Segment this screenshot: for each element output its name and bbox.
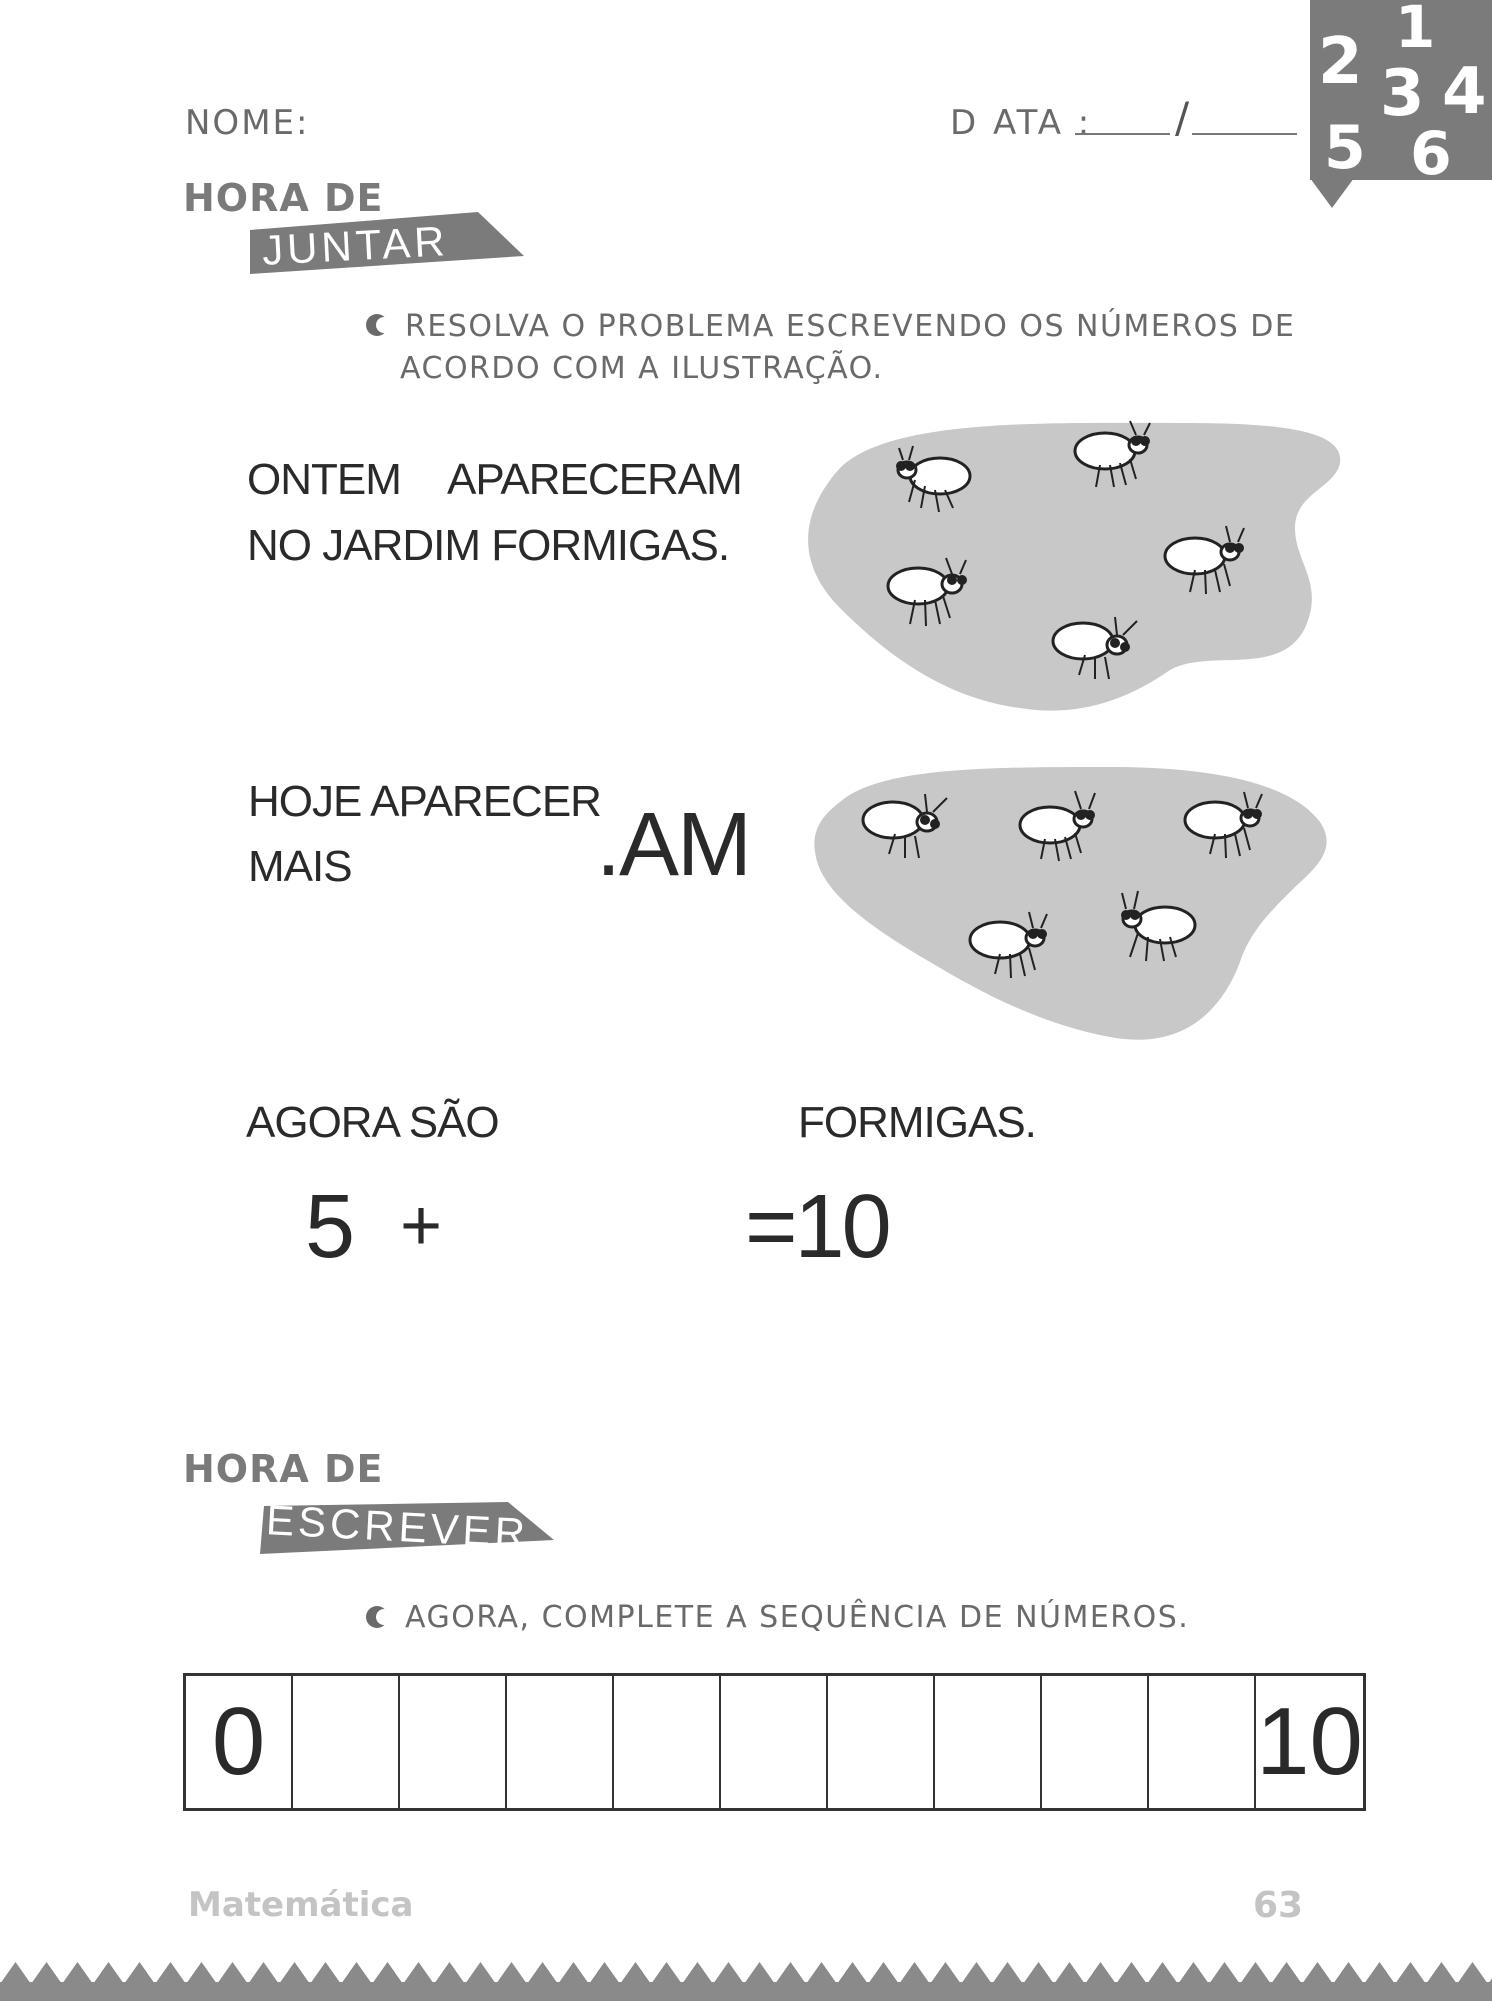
number-sequence-grid: [183, 1673, 1366, 1811]
section-hora-de-escrever: HORA DE: [183, 1447, 384, 1491]
ribbon-escrever-label: ESCREVER: [264, 1496, 531, 1557]
badge-number-3: 3: [1380, 57, 1425, 131]
instruction-line-2: ACORDO COM A ILUSTRAÇÃO.: [400, 351, 884, 386]
zigzag-border: [0, 1950, 1492, 2001]
problem-line-5b: FORMIGAS.: [798, 1098, 1036, 1147]
equation-first-number: 5: [305, 1177, 356, 1277]
garden-today-illustration: [810, 762, 1330, 1047]
problem-line-1b: APARECERAM: [447, 455, 742, 504]
sequence-cell[interactable]: [614, 1676, 721, 1808]
page-number: 63: [1253, 1885, 1304, 1926]
section-hora-de-juntar: HORA DE: [183, 176, 384, 220]
badge-number-4: 4: [1442, 55, 1487, 129]
instruction-bullet-icon: [366, 1606, 388, 1628]
equation-blank[interactable]: [470, 1190, 710, 1270]
date-month-line[interactable]: [1192, 133, 1297, 135]
badge-pointer: [1310, 178, 1354, 208]
sequence-cell[interactable]: [1042, 1676, 1149, 1808]
garden-yesterday-shape: [808, 423, 1340, 711]
problem-line-1a: ONTEM: [247, 455, 401, 504]
sequence-cell: 10: [1256, 1688, 1363, 1795]
date-day-line[interactable]: [1075, 133, 1170, 135]
equation-result: =10: [745, 1177, 889, 1277]
equation-plus: +: [400, 1186, 443, 1266]
badge-number-6: 6: [1410, 119, 1452, 189]
problem-line-2: NO JARDIM FORMIGAS.: [247, 521, 730, 570]
garden-yesterday-illustration: [800, 398, 1345, 718]
badge-number-1: 1: [1395, 0, 1436, 61]
ribbon-juntar-label: JUNTAR: [260, 217, 450, 274]
instruction-bullet-icon: [366, 314, 388, 336]
badge-number-2: 2: [1318, 25, 1363, 99]
badge-number-5: 5: [1324, 113, 1366, 183]
date-separator: /: [1175, 93, 1190, 142]
sequence-cell[interactable]: [721, 1676, 828, 1808]
instruction-sequence: AGORA, COMPLETE A SEQUÊNCIA DE NÚMEROS.: [405, 1600, 1190, 1635]
sequence-cell[interactable]: [935, 1676, 1042, 1808]
sequence-cell[interactable]: [507, 1676, 614, 1808]
problem-line-5a: AGORA SÃO: [246, 1098, 499, 1147]
number-badge: [1310, 0, 1492, 189]
sequence-cell[interactable]: [828, 1676, 935, 1808]
problem-line-3-suffix: .AM: [596, 795, 751, 895]
sequence-cell: 0: [186, 1676, 293, 1808]
date-label: D ATA :: [950, 103, 1093, 143]
problem-line-4: MAIS: [248, 842, 352, 891]
sequence-cell[interactable]: [293, 1676, 400, 1808]
instruction-line-1: RESOLVA O PROBLEMA ESCREVENDO OS NÚMEROS DE: [405, 309, 1296, 344]
name-label: NOME:: [185, 103, 310, 143]
sequence-cell[interactable]: [1149, 1676, 1256, 1808]
footer-subject: Matemática: [188, 1885, 414, 1925]
problem-line-3: HOJE APARECER: [248, 777, 601, 826]
sequence-cell[interactable]: [400, 1676, 507, 1808]
